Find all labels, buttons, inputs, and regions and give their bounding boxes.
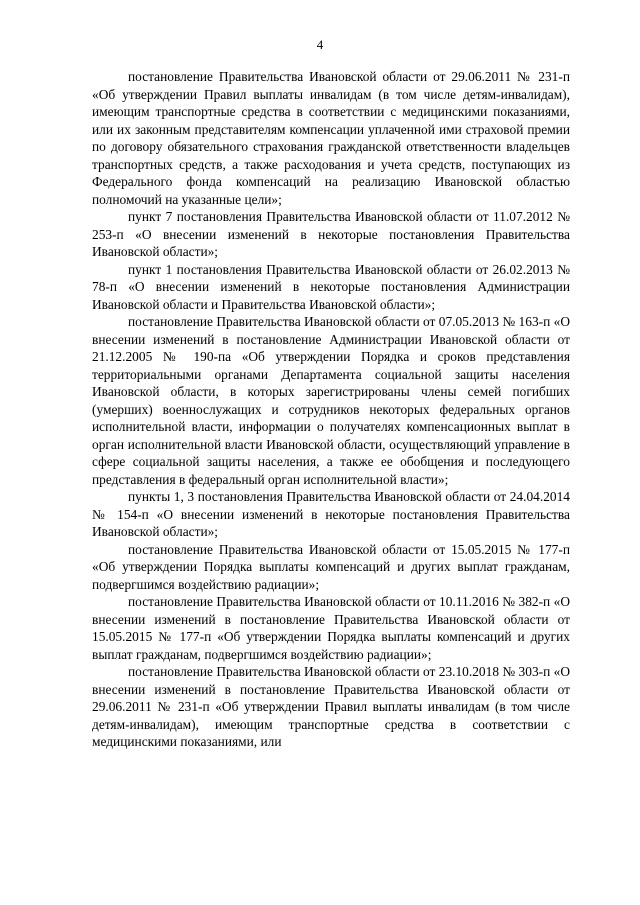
- paragraph-decree-253p-item7: пункт 7 постановления Правительства Ивановской области от 11.07.2012 № 253-п «О внесении изменений в некоторые постановления Правительства Ивановской области»;: [92, 209, 570, 259]
- paragraph-decree-177p: постановление Правительства Ивановской области от 15.05.2015 № 177-п «Об утверждении Порядка выплаты компенсаций и других выплат гражданам, подвергшимся воздействию радиации»;: [92, 541, 570, 592]
- paragraph-decree-78p-item1: пункт 1 постановления Правительства Ивановской области от 26.02.2013 № 78-п «О внесении изменений в некоторые постановления Администрации Ивановской области и Правительства Ивановской области»;: [92, 261, 570, 312]
- paragraph-decree-163p: постановление Правительства Ивановской области от 07.05.2013 № 163-п «О внесении изменений в постановление Администрации Ивановской области от 21.12.2005 № 190-па «Об утверждении Порядка и сроков представления территориальными органами Департамента социальной защиты населения Ивановской области, в которых зарегистрированы члены семей погибших (умерших) военнослужащих и сотрудников некоторых федеральных органов исполнительной власти, информации о получателях компенсационных выплат в орган исполнительной власти Ивановской области, осуществляющий управление в сфере социальной защиты населения, а также ее обобщения и последующего представления в федеральный орган исполнительной власти»;: [92, 314, 570, 487]
- paragraph-decree-303p: постановление Правительства Ивановской области от 23.10.2018 № 303-п «О внесении изменений в постановление Правительства Ивановской области от 29.06.2011 № 231-п «Об утверждении Правил выплаты инвалидам (в том числе детям-инвалидам), имеющим транспортные средства в соответствии с медицинскими показаниями, или: [92, 664, 570, 749]
- document-body: [92, 68, 570, 751]
- paragraph-decree-382p: постановление Правительства Ивановской области от 10.11.2016 № 382-п «О внесении изменений в постановление Правительства Ивановской области от 15.05.2015 № 177-п «Об утверждении Порядка выплаты компенсаций и других выплат гражданам, подвергшимся воздействию радиации»;: [92, 594, 570, 662]
- page-number: 4: [316, 37, 324, 52]
- paragraph-decree-154p-items1-3: пункты 1, 3 постановления Правительства Ивановской области от 24.04.2014 № 154-п «О внесении изменений в некоторые постановления Правительства Ивановской области»;: [92, 489, 570, 539]
- paragraph-decree-231p: постановление Правительства Ивановской области от 29.06.2011 № 231-п «Об утверждении Правил выплаты инвалидам (в том числе детям-инвалидам), имеющим транспортные средства в соответствии с медицинскими показаниями, или их законным представителям компенсации уплаченной ими страховой премии по договору обязательного страхования гражданской ответственности владельцев транспортных средств, а также расходования и учета средств, поступающих из Федерального фонда компенсаций на реализацию Ивановской областью полномочий на указанные цели»;: [92, 69, 570, 207]
